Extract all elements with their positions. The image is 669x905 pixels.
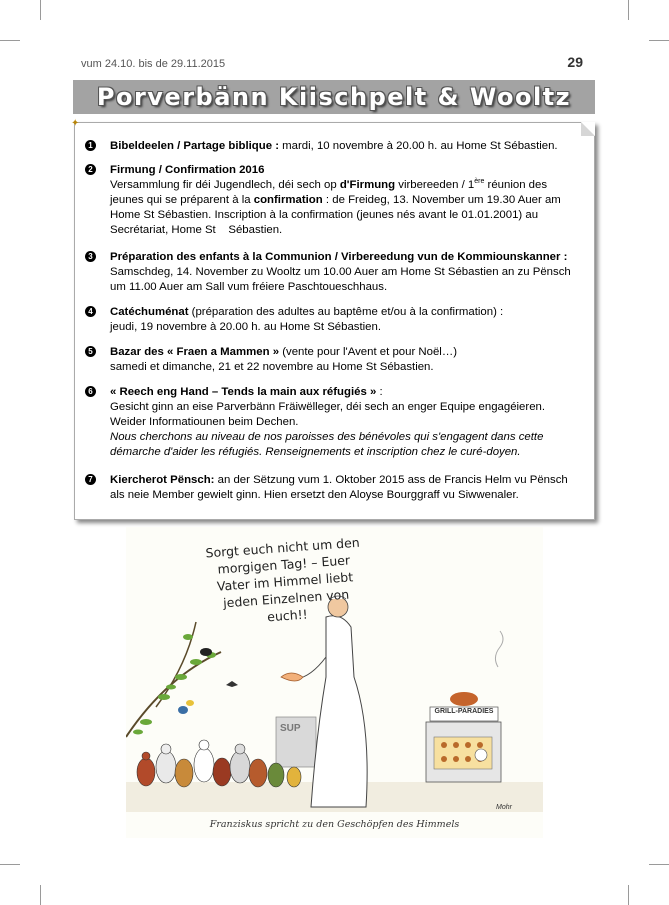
item-text: jeunes qui se préparent à la xyxy=(110,194,254,206)
crop-mark xyxy=(649,40,669,41)
cartoon-illustration xyxy=(126,527,543,838)
grill-sign: GRILL-PARADIES xyxy=(434,708,494,715)
bullet-marker: 7 xyxy=(85,474,96,485)
item-text: Samschdeg, 14. November zu Wooltz um 10.00 Auer am Home St Sébastien an zu Pënsch xyxy=(110,266,571,278)
bullet-marker: 2 xyxy=(85,164,96,175)
item-text: Gesicht ginn an eise Parverbänn Fräiwëlleger, déi sech an enger Equipe engagéieren. xyxy=(110,401,546,413)
item-label: Bazar des « Fraen a Mammen » xyxy=(110,346,280,358)
list-item xyxy=(85,305,577,335)
item-text: (préparation des adultes au baptême et/ou à la confirmation) : xyxy=(188,306,504,318)
item-label: Catéchuménat xyxy=(110,306,189,318)
list-item xyxy=(85,163,577,238)
item-text: samedi et dimanche, 21 et 22 novembre au Home St Sébastien. xyxy=(110,361,434,373)
crop-mark xyxy=(40,885,41,905)
item-text: d'Firmung xyxy=(339,179,396,191)
list-item xyxy=(85,385,577,460)
crop-mark xyxy=(628,0,629,20)
item-text: réunion des xyxy=(484,179,548,191)
shop-sign: SUP xyxy=(280,723,301,734)
item-text: Secrétariat, Home St Sébastien. xyxy=(110,224,283,236)
title-bar xyxy=(73,80,595,114)
item-text: mardi, 10 novembre à 20.00 h. au Home St Sébastien. xyxy=(279,140,558,152)
item-text: Home St Sébastien. Inscription à la confirmation (jeunes nés avant le 01.01.2001) au xyxy=(110,209,539,221)
item-label: Kiercherot Pënsch: xyxy=(110,474,215,486)
list-item xyxy=(85,139,577,154)
page-title: Porverbänn Kiischpelt & Wooltz xyxy=(96,83,572,111)
item-text: virbereeden / 1 xyxy=(395,179,475,191)
item-text: als neie Member gewielt ginn. Hien ersetzt den Aloyse Bourggraff vu Siwwenaler. xyxy=(110,489,519,501)
cartoon-caption: Franziskus spricht zu den Geschöpfen des Himmels xyxy=(209,819,460,830)
crop-mark xyxy=(0,864,20,865)
speech-bubble-text: Sorgt euch nicht um den morgigen Tag! – Euer Vater im Himmel liebt jeden Einzelnen von euch!! xyxy=(205,534,361,625)
item-text: (vente pour l'Avent et pour Noël…) xyxy=(279,346,458,358)
date-range: vum 24.10. bis de 29.11.2015 xyxy=(81,58,226,70)
item-text: Versammlung fir déi Jugendlech, déi sech op xyxy=(110,179,340,191)
item-text: um 11.00 Auer am Sall vum fréiere Paschtoueschhaus. xyxy=(110,281,388,293)
item-text: : de Freideg, 13. November um 19.30 Auer am xyxy=(322,194,561,206)
page-header xyxy=(73,53,595,71)
crop-mark xyxy=(40,0,41,20)
page-number: 29 xyxy=(567,54,583,70)
item-text: jeudi, 19 novembre à 20.00 h. au Home St Sébastien. xyxy=(110,321,382,333)
list-item xyxy=(85,345,577,375)
item-text: ère xyxy=(474,178,485,185)
bullet-marker: 1 xyxy=(85,140,96,151)
artist-signature: Mohr xyxy=(496,804,512,811)
item-label: Firmung / Confirmation 2016 xyxy=(110,164,265,176)
announcement-box xyxy=(71,118,595,520)
list-item xyxy=(85,473,577,503)
bullet-marker: 4 xyxy=(85,306,96,317)
bullet-marker: 6 xyxy=(85,386,96,397)
crop-mark xyxy=(628,885,629,905)
bullet-marker: 5 xyxy=(85,346,96,357)
item-label: Bibeldeelen / Partage biblique : xyxy=(110,140,279,152)
item-label: « Reech eng Hand – Tends la main aux réfugiés » xyxy=(110,386,377,398)
bullet-marker: 3 xyxy=(85,251,96,262)
pin-icon: ✦ xyxy=(71,118,80,129)
list-item xyxy=(85,250,577,295)
item-text: : xyxy=(376,386,383,398)
item-text: Nous cherchons au niveau de nos paroisses des bénévoles qui s'engagent dans cette xyxy=(110,431,544,443)
page-fold-icon xyxy=(581,122,595,136)
crop-mark xyxy=(0,40,20,41)
item-label: Préparation des enfants à la Communion / Virbereedung vun de Kommiounskanner : xyxy=(110,251,568,263)
item-text: an der Sëtzung vum 1. Oktober 2015 ass de Francis Helm vu Pënsch xyxy=(214,474,568,486)
crop-mark xyxy=(649,864,669,865)
item-text: confirmation xyxy=(253,194,323,206)
item-text: Weider Informatiounen beim Dechen. xyxy=(110,416,299,428)
item-text: démarche d'aider les réfugiés. Renseignements et inscription chez le curé-doyen. xyxy=(110,446,521,458)
